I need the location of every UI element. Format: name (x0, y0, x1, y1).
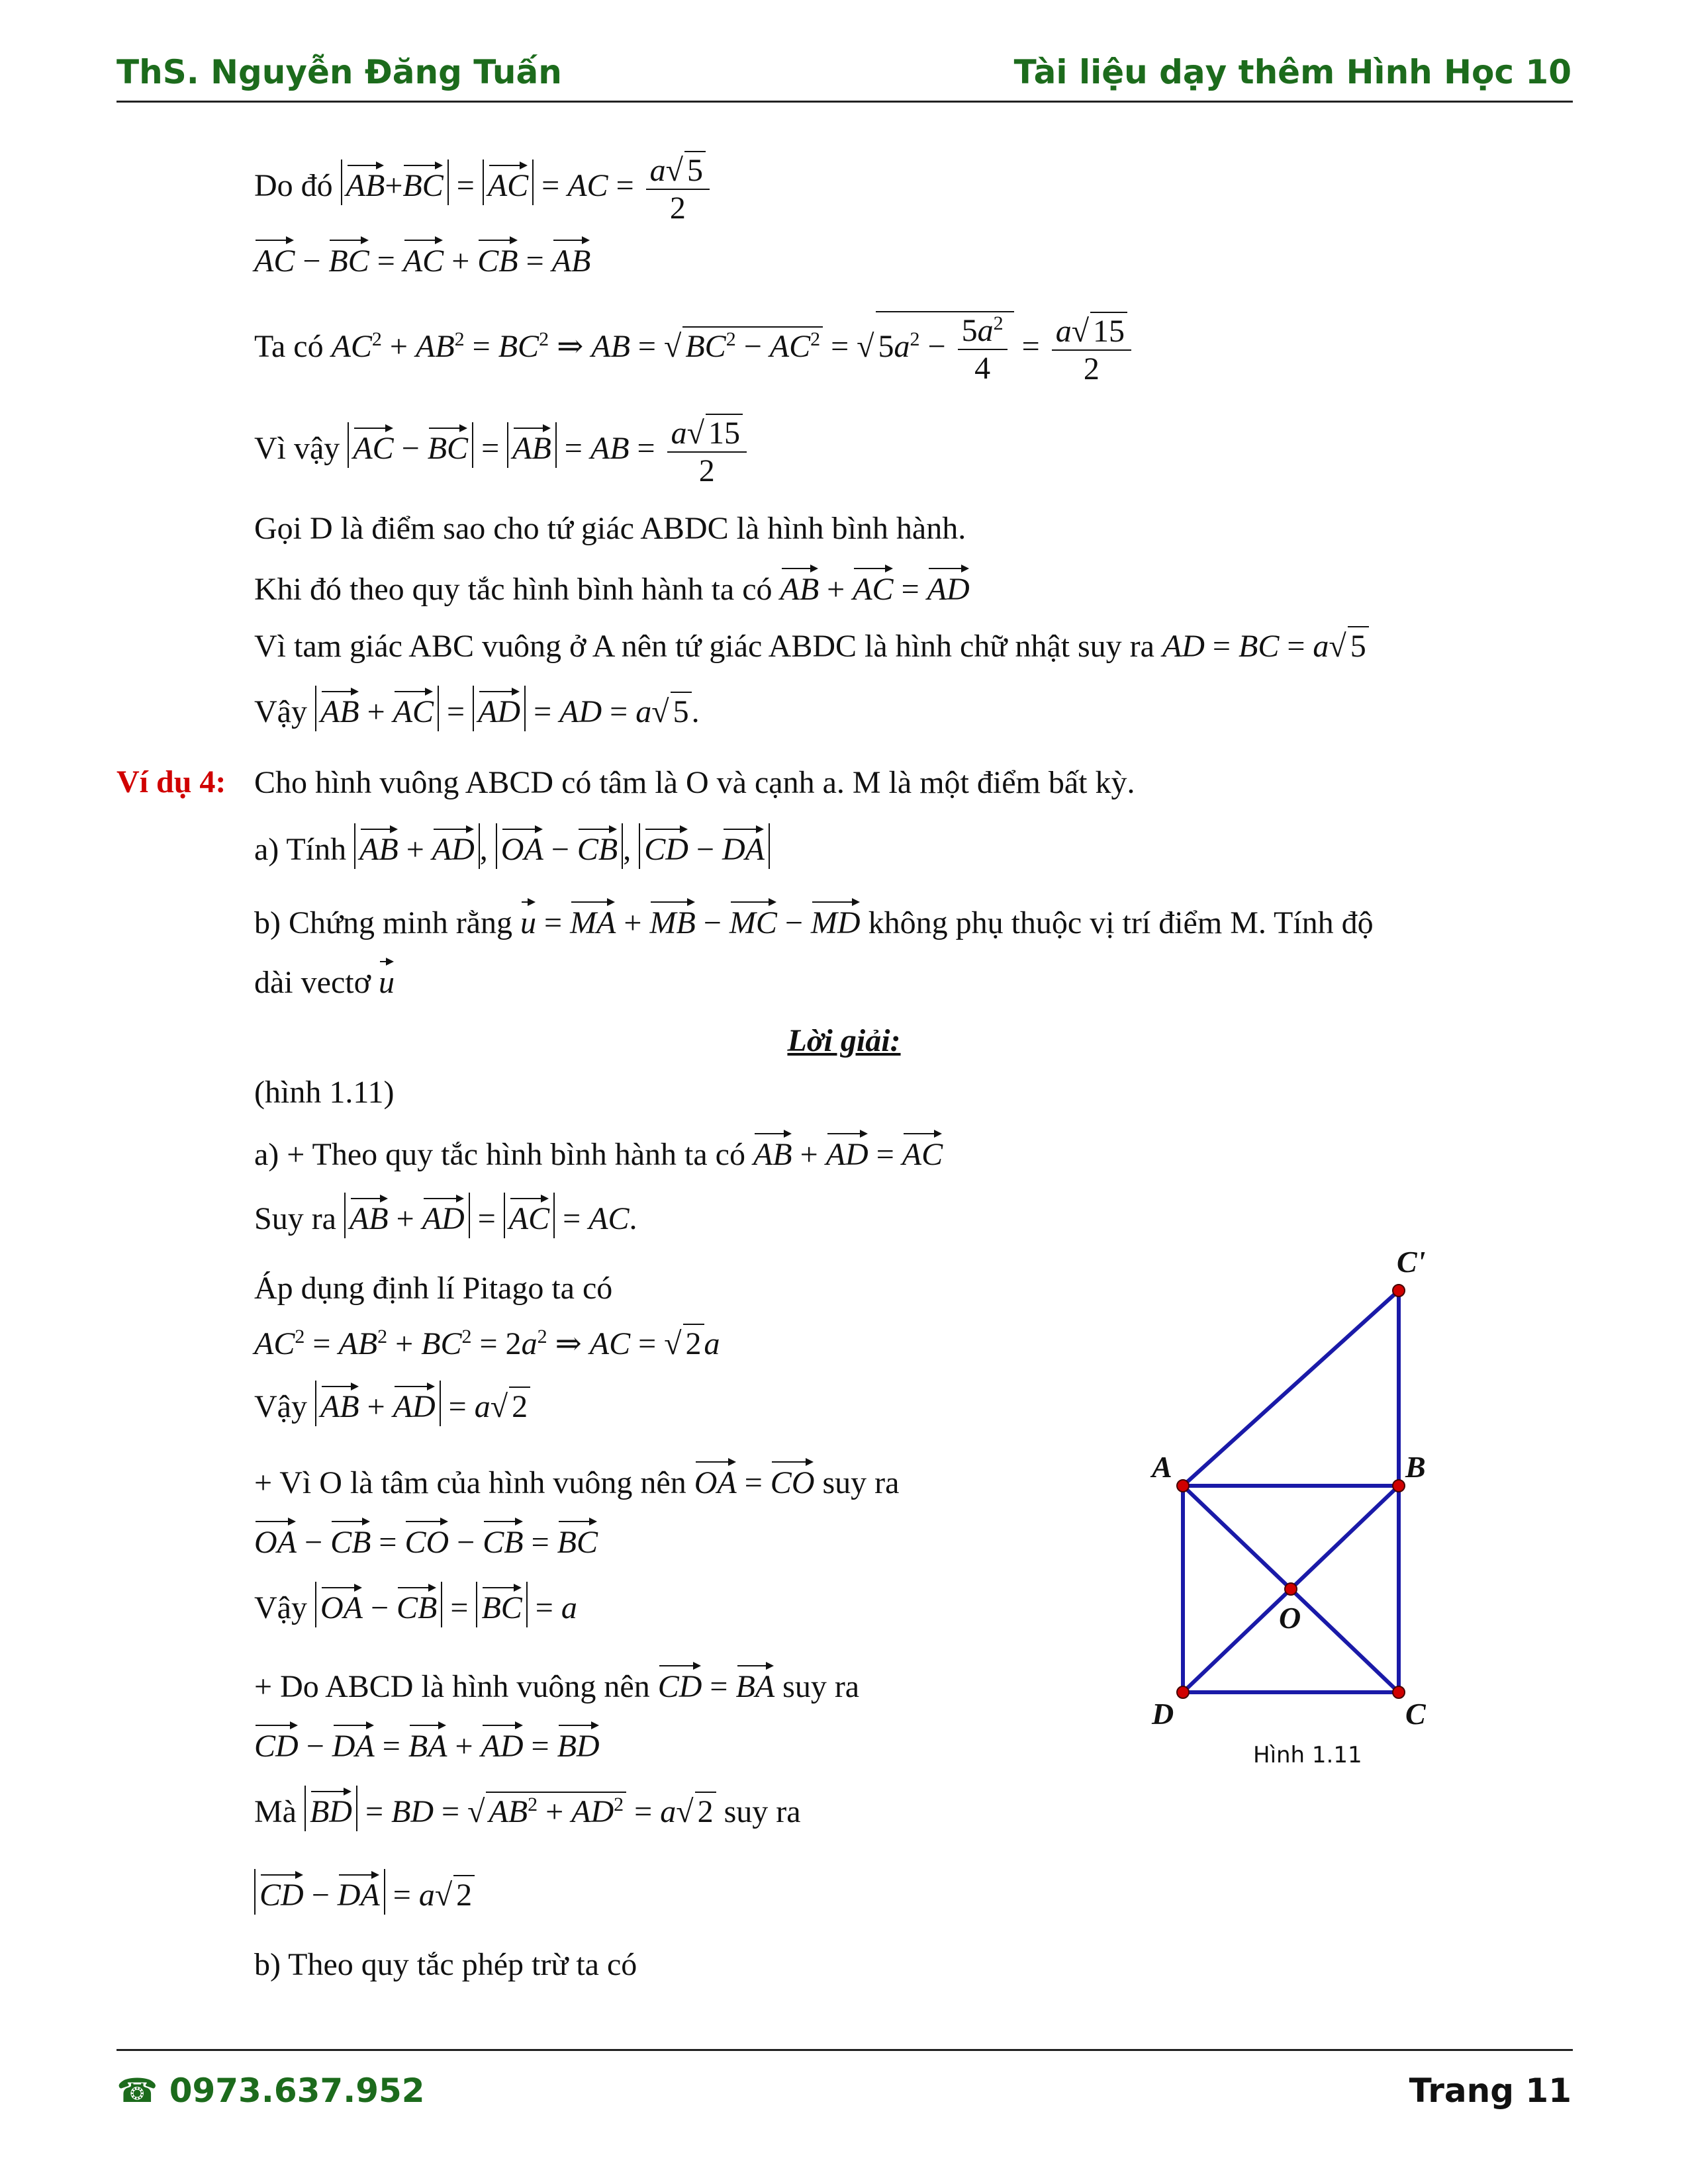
ma-line: Mà BD = BD = √ $AB^2 + AD^2 = a√$ 2 suy ra (254, 1786, 801, 1831)
label-a: A (1152, 1450, 1172, 1484)
point-o (1285, 1583, 1297, 1595)
label-c-prime: C' (1397, 1245, 1426, 1279)
do-abcd-line: + Do ABCD là hình vuông nên CD = BA suy ra (254, 1664, 859, 1706)
suy-ra-word-3: suy ra (724, 1794, 801, 1829)
ta-co-text: Ta có (254, 329, 324, 365)
hinh-ref: (hình 1.11) (254, 1075, 395, 1110)
a-rule-line: a) + Theo quy tắc hình bình hành ta có AB + AD = AC (254, 1132, 943, 1174)
part-b-line-2: dài vectơ u (254, 960, 395, 1002)
ma-text: Mà (254, 1794, 297, 1829)
suy-ra-text: Suy ra (254, 1201, 336, 1236)
label-d: D (1152, 1697, 1174, 1731)
label-o: O (1279, 1601, 1301, 1635)
vay-line-2: Vậy AB + AD = a√ 2 (254, 1381, 530, 1426)
suy-ra-line: Suy ra AB + AD = AC = AC. (254, 1193, 637, 1238)
figure-points (1177, 1285, 1405, 1698)
part-b-line: b) Chứng minh rằng u = MA + MB − MC − MD không phụ thuộc vị trí điểm M. Tính độ (254, 900, 1374, 942)
part-a-text: a) Tính (254, 832, 347, 867)
vay-line-1: Vậy AB + AC = AD = AD = a√ 5. (254, 686, 700, 731)
cd-da-eq: CD − DA = BA + AD = BD (254, 1723, 600, 1766)
vay-line-3: Vậy OA − CB = BC = a (254, 1582, 577, 1627)
equation-line-4: Vì vậy AC − BC = AB = AB = $\frac{a√ 15}{2}$ (254, 414, 751, 489)
part-a-line: a) Tính AB + AD , OA − CB , CD − DA (254, 823, 770, 869)
do-do-text: Do đó (254, 168, 333, 204)
point-c (1393, 1686, 1405, 1698)
example-label: Ví dụ 4: (117, 764, 226, 799)
point-b (1393, 1480, 1405, 1492)
header-rule (117, 101, 1573, 103)
figure-1-11 (1125, 1231, 1456, 1774)
part-b-tail: không phụ thuộc vị trí điểm M. Tính độ (868, 905, 1374, 940)
vay-text-3: Vậy (254, 1590, 307, 1625)
suy-ra-word-1: suy ra (822, 1465, 900, 1500)
equation-line-2: AC − BC = AC + CB = AB (254, 238, 590, 281)
segment-acp (1183, 1291, 1399, 1486)
vay-text-2: Vậy (254, 1389, 307, 1424)
footer-page-number: Trang 11 (1409, 2071, 1571, 2110)
equation-line-1: Do đó AB+BC = AC = AC = $\frac{a√ 5}{2}$ (254, 151, 714, 226)
label-c: C (1405, 1697, 1426, 1731)
part-b-tail2: dài vectơ (254, 965, 371, 1000)
vi-o-text: + Vì O là tâm của hình vuông nên (254, 1465, 686, 1500)
oa-cb-eq: OA − CB = CO − CB = BC (254, 1520, 598, 1562)
b-rule-line: b) Theo quy tắc phép trừ ta có (254, 1947, 637, 1982)
vi-vay-text: Vì vậy (254, 431, 340, 467)
a-rule-text: a) + Theo quy tắc hình bình hành ta có (254, 1137, 745, 1172)
vi-tam-giac-text: Vì tam giác ABC vuông ở A nên tứ giác ABDC là hình chữ nhật suy ra (254, 629, 1154, 664)
header-doc-title: Tài liệu dạy thêm Hình Học 10 (1013, 53, 1571, 91)
do-abcd-text: + Do ABCD là hình vuông nên (254, 1669, 650, 1704)
point-c-prime (1393, 1285, 1405, 1297)
label-b: B (1405, 1450, 1426, 1484)
point-d (1177, 1686, 1189, 1698)
header-author: ThS. Nguyễn Đăng Tuấn (117, 53, 562, 91)
pitago-line: Áp dụng định lí Pitago ta có (254, 1271, 613, 1306)
vay-text: Vậy (254, 694, 307, 729)
footer-phone: ☎ 0973.637.952 (117, 2071, 425, 2110)
footer-rule (117, 2049, 1573, 2051)
equation-line-3: Ta có $AC^2 + AB^2 = BC^2$ ⇒ AB = √ $BC^2 - AC^2$ = √ $5a^2$ − $\frac{5a^2}{4}$ = $\frac{a√ 15}{2}$ (254, 311, 1135, 387)
solution-heading: Lời giải: (787, 1023, 901, 1058)
point-a (1177, 1480, 1189, 1492)
vi-o-line: + Vì O là tâm của hình vuông nên OA = CO suy ra (254, 1460, 899, 1502)
suy-ra-word-2: suy ra (782, 1669, 860, 1704)
vi-tam-giac-line: Vì tam giác ABC vuông ở A nên tứ giác ABDC là hình chữ nhật suy ra AD = BC = a√ 5 (254, 626, 1369, 666)
khi-do-text: Khi đó theo quy tắc hình bình hành ta có (254, 572, 773, 607)
khi-do-line: Khi đó theo quy tắc hình bình hành ta có AB + AC = AD (254, 567, 970, 609)
figure-caption: Hình 1.11 (1253, 1742, 1362, 1768)
goi-d-line: Gọi D là điểm sao cho tứ giác ABDC là hình bình hành. (254, 511, 966, 546)
part-b-text: b) Chứng minh rằng (254, 905, 512, 940)
pitago-eq: $AC^2 = AB^2 + BC^2 = 2a^2$ ⇒ AC = √ 2a (254, 1324, 720, 1363)
example-text: Cho hình vuông ABCD có tâm là O và cạnh a. M là một điểm bất kỳ. (254, 765, 1135, 800)
cd-da-result: CD − DA = a√ 2 (254, 1869, 475, 1915)
